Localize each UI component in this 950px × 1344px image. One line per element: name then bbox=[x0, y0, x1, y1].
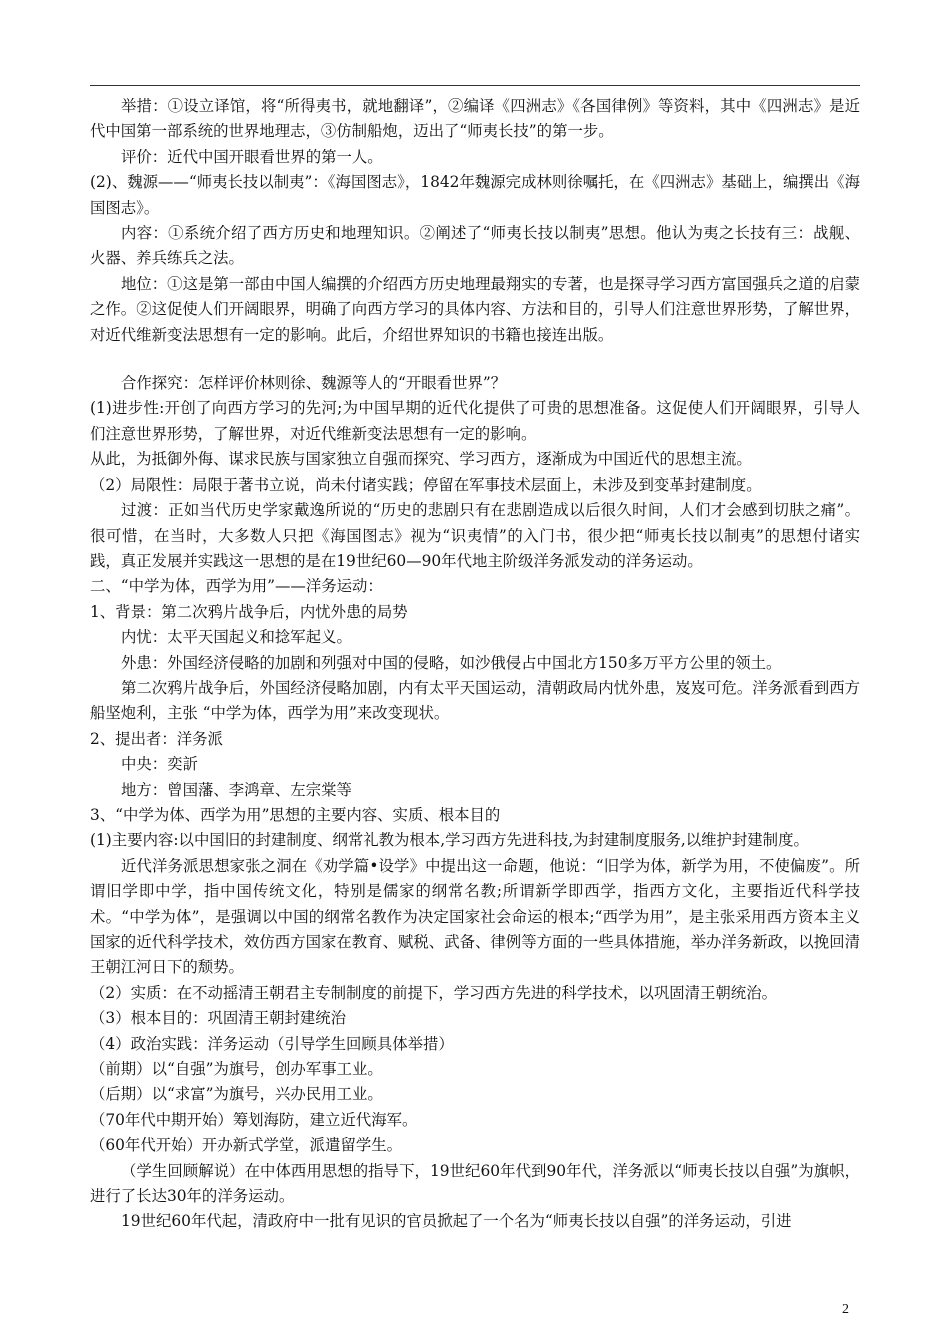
paragraph: 评价：近代中国开眼看世界的第一人。 bbox=[121, 147, 383, 166]
paragraph: （2）局限性：局限于著书立说，尚未付诸实践；停留在军事技术层面上，未涉及到变革封建制度。 bbox=[90, 475, 762, 494]
paragraph: （70年代中期开始）筹划海防，建立近代海军。 bbox=[90, 1110, 418, 1129]
paragraph: （前期）以“自强”为旗号，创办军事工业。 bbox=[90, 1060, 383, 1079]
paragraph: 中央：奕訢 bbox=[121, 755, 198, 774]
paragraph: (1)进步性:开创了向西方学习的先河;为中国早期的近代化提供了可贵的思想准备。这促使人们开阔眼界，引导人们注意世界形势，了解世界，对近代维新变法思想有一定的影响。 bbox=[90, 399, 860, 443]
paragraph: (2)、魏源——“师夷长技以制夷”：《海国图志》，1842年魏源完成林则徐嘱托，在《四洲志》基础上，编撰出《海国图志》。 bbox=[90, 173, 860, 217]
paragraph: 3、“中学为体、西学为用”思想的主要内容、实质、根本目的 bbox=[90, 805, 501, 824]
paragraph: （2）实质：在不动摇清王朝君主专制制度的前提下，学习西方先进的科学技术，以巩固清王朝统治。 bbox=[90, 983, 777, 1002]
header-rule bbox=[90, 85, 860, 86]
paragraph: 地方：曾国藩、李鸿章、左宗棠等 bbox=[121, 780, 352, 799]
document-body bbox=[90, 94, 860, 1235]
paragraph: 1、背景：第二次鸦片战争后，内忧外患的局势 bbox=[90, 602, 408, 621]
paragraph: 内容：①系统介绍了西方历史和地理知识。②阐述了“师夷长技以制夷”思想。他认为夷之长技有三：战舰、火器、养兵练兵之法。 bbox=[90, 224, 860, 268]
page-number: 2 bbox=[842, 1302, 849, 1317]
paragraph: 近代洋务派思想家张之洞在《劝学篇•设学》中提出这一命题，他说：“旧学为体，新学为用，不使偏废”。所谓旧学即中学，指中国传统文化，特别是儒家的纲常名教;所谓新学即西学，指西方文化，主要指近代科学技术。“中学为体”，是强调以中国的纲常名教作为决定国家社会命运的根本;“西学为用”，是主张采用西方资本主义国家的近代科学技术，效仿西方国家在教育、赋税、武备、律例等方面的一些具体措施，举办洋务新政，以挽回清王朝江河日下的颓势。 bbox=[90, 856, 860, 977]
paragraph: 合作探究：怎样评价林则徐、魏源等人的“开眼看世界”？ bbox=[121, 374, 507, 393]
paragraph: 地位：①这是第一部由中国人编撰的介绍西方历史地理最翔实的专著，也是探寻学习西方富国强兵之道的启蒙之作。②这促使人们开阔眼界，明确了向西方学习的具体内容、方法和目的，引导人们注意世界形势，了解世界，对近代维新变法思想有一定的影响。此后，介绍世界知识的书籍也接连出版。 bbox=[90, 274, 860, 344]
paragraph: 从此，为抵御外侮、谋求民族与国家独立自强而探究、学习西方，逐渐成为中国近代的思想主流。 bbox=[90, 450, 752, 469]
paragraph: 过渡：正如当代历史学家戴逸所说的“历史的悲剧只有在悲剧造成以后很久时间，人们才会感到切肤之痛”。很可惜，在当时，大多数人只把《海国图志》视为“识夷情”的入门书，很少把“师夷长技以制夷”的思想付诸实践，真正发展并实践这一思想的是在19世纪60—90年代地主阶级洋务派发动的洋务运动。 bbox=[90, 501, 860, 570]
paragraph: 外患：外国经济侵略的加剧和列强对中国的侵略，如沙俄侵占中国北方150多万平方公里的领土。 bbox=[121, 653, 782, 672]
paragraph: 二、“中学为体，西学为用”——洋务运动： bbox=[90, 577, 383, 596]
paragraph: （后期）以“求富”为旗号，兴办民用工业。 bbox=[90, 1085, 383, 1104]
paragraph: 2、提出者：洋务派 bbox=[90, 729, 223, 748]
paragraph: （60年代开始）开办新式学堂，派遣留学生。 bbox=[90, 1136, 403, 1155]
paragraph: 第二次鸦片战争后，外国经济侵略加剧，内有太平天国运动，清朝政局内忧外患，岌岌可危。洋务派看到西方船坚炮利，主张 “中学为体，西学为用”来改变现状。 bbox=[90, 678, 860, 723]
blank-line bbox=[90, 348, 860, 371]
paragraph: 内忧：太平天国起义和捻军起义。 bbox=[121, 628, 352, 647]
paragraph: （3）根本目的：巩固清王朝封建统治 bbox=[90, 1009, 347, 1028]
paragraph: (1)主要内容:以中国旧的封建制度、纲常礼教为根本,学习西方先进科技,为封建制度服务,以维护封建制度。 bbox=[90, 831, 809, 850]
paragraph: 19世纪60年代起，清政府中一批有见识的官员掀起了一个名为“师夷长技以自强”的洋务运动，引进 bbox=[121, 1212, 792, 1231]
paragraph: （学生回顾解说）在中体西用思想的指导下，19世纪60年代到90年代，洋务派以“师夷长技以自强”为旗帜，进行了长达30年的洋务运动。 bbox=[90, 1161, 860, 1206]
paragraph: 举措：①设立译馆，将“所得夷书，就地翻译”，②编译《四洲志》《各国律例》等资料，其中《四洲志》是近代中国第一部系统的世界地理志，③仿制船炮，迈出了“师夷长技”的第一步。 bbox=[90, 97, 860, 141]
paragraph: （4）政治实践：洋务运动（引导学生回顾具体举措） bbox=[90, 1034, 454, 1053]
